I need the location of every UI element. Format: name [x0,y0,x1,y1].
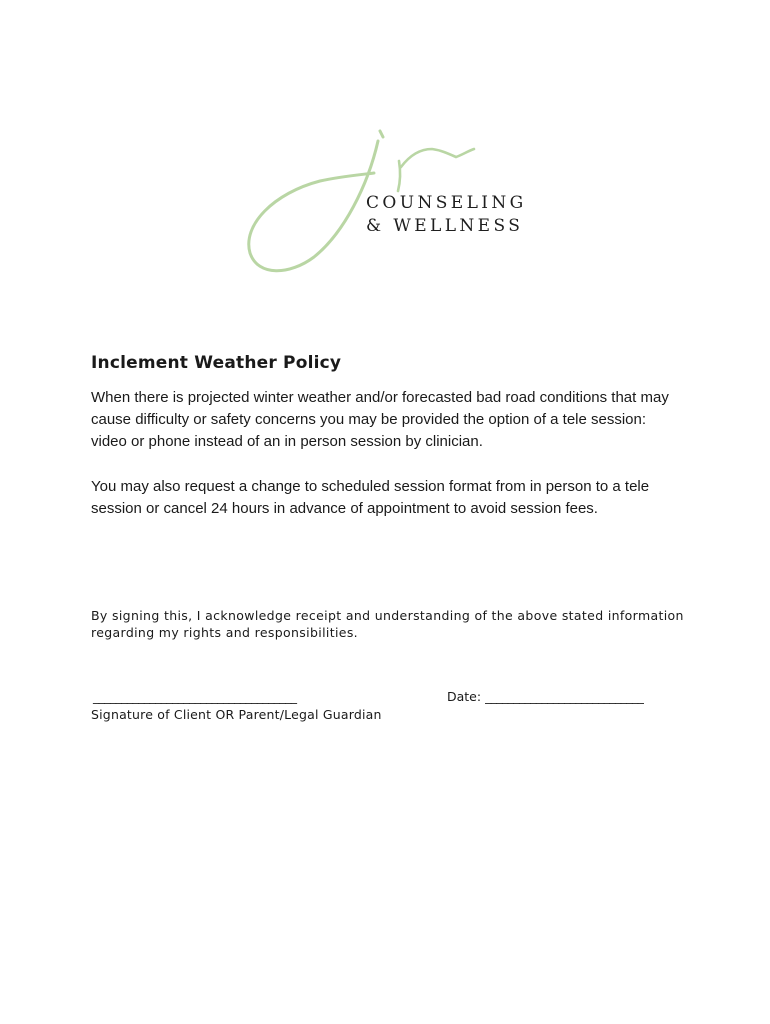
signature-line: ____________________________________ [93,689,297,704]
signature-label: Signature of Client OR Parent/Legal Guardian [91,707,382,722]
date-label: Date: [447,689,486,704]
jr-counseling-logo [240,125,540,285]
policy-paragraph-1: When there is projected winter weather and/or forecasted bad road conditions that may cause difficulty or safety concerns you may be provided the option of a tele session: video or phone instead of an in person session by clinician. [91,389,669,450]
logo-wordmark-line1: COUNSELING [366,193,527,213]
date-line: ____________________________ [485,689,644,704]
policy-title: Inclement Weather Policy [91,353,342,373]
logo-wordmark-line2: & WELLNESS [366,216,524,236]
policy-paragraph-2: You may also request a change to scheduled session format from in person to a tele session or cancel 24 hours in advance of appointment to avoid session fees. [91,478,650,517]
date-field [447,689,643,704]
acknowledgement-text: By signing this, I acknowledge receipt and understanding of the above stated information regarding my rights and responsibilities. [91,608,684,640]
